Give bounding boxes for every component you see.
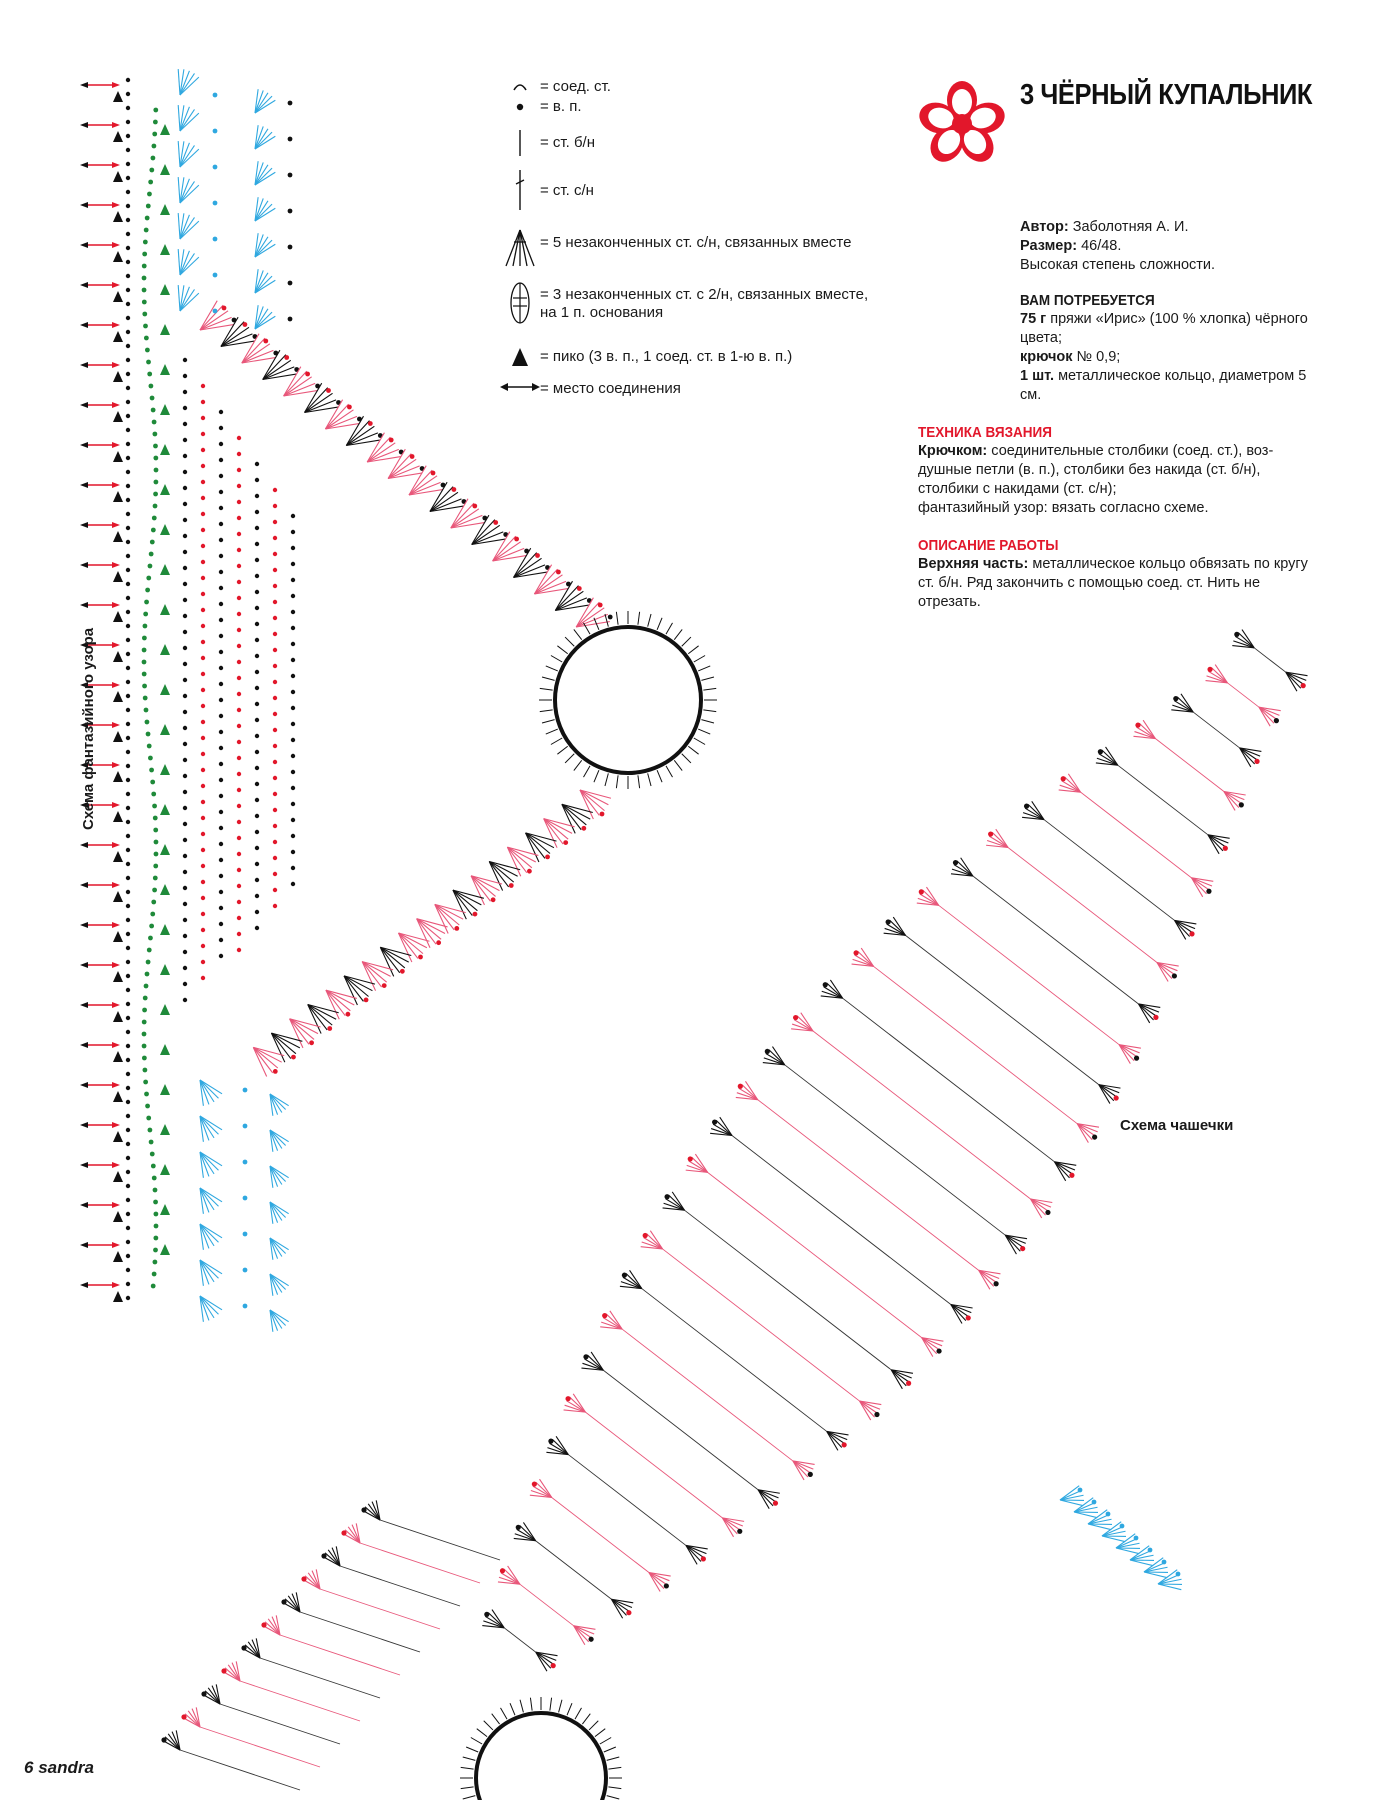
- description-label: Верхняя часть:: [918, 556, 1029, 572]
- description-heading: ОПИСАНИЕ РАБОТЫ: [918, 537, 1059, 554]
- legend-row-single-crochet: [500, 128, 595, 158]
- pattern-text: фантазийный узор: вязать согласно схеме.: [918, 500, 1209, 516]
- ring-text: металлическое кольцо, диаметром 5 см.: [1020, 368, 1307, 403]
- legend-text: = ст. с/н: [540, 182, 594, 199]
- description-text: металлическое кольцо обвязать по кругу ст. б/н. Ряд закончить с помощью соед. ст. Нить не отрезать.: [918, 556, 1308, 610]
- author-label: Автор:: [1020, 219, 1069, 235]
- metal-ring-icon: [476, 1713, 606, 1800]
- legend-text: = ст. б/н: [540, 134, 596, 151]
- legend-row-cluster: [500, 226, 851, 270]
- hook-label: крючок: [1020, 349, 1073, 365]
- join-arrow-icon: [500, 380, 540, 394]
- legend-text: = место соединения: [540, 380, 681, 397]
- yarn-amount: 75 г: [1020, 311, 1047, 327]
- flower-logo-icon: [916, 80, 1008, 164]
- legend-row-picot: [500, 346, 792, 368]
- legend-text: = пико (3 в. п., 1 соед. ст. в 1-ю в. п.): [540, 348, 793, 365]
- single-crochet-icon: [510, 128, 530, 158]
- size-value: 46/48.: [1081, 238, 1122, 254]
- three-tr-bobble-icon: [508, 280, 532, 326]
- page-title: 3 ЧЁРНЫЙ КУПАЛЬНИК: [1020, 79, 1313, 111]
- legend-row-slip-stitch: [500, 78, 611, 96]
- technique-heading: ТЕХНИКА ВЯЗАНИЯ: [918, 424, 1052, 441]
- legend-row-double-crochet: [500, 168, 594, 212]
- legend-text: = соед. ст.: [540, 78, 611, 95]
- page-footer: [24, 1758, 94, 1778]
- article-panel: [918, 79, 1313, 612]
- materials-heading: ВАМ ПОТРЕБУЕТСЯ: [1020, 292, 1155, 309]
- metal-ring-icon: [555, 627, 701, 773]
- hook-text: № 0,9;: [1076, 349, 1121, 365]
- picot-icon: [510, 346, 530, 368]
- legend-row-bobble: [500, 280, 868, 326]
- page-number: 6: [24, 1758, 34, 1777]
- double-crochet-icon: [510, 168, 530, 212]
- pattern-diagram-label: Схема фантазийного узора: [80, 627, 97, 830]
- legend-text: = 5 незаконченных ст. с/н, связанных вместе: [540, 234, 852, 251]
- legend-text: = 3 незаконченных ст. с 2/н, связанных вместе, на 1 п. основания: [540, 286, 869, 321]
- technique-label: Крючком:: [918, 443, 988, 459]
- slip-stitch-icon: [510, 78, 530, 96]
- legend-text: = в. п.: [540, 98, 582, 115]
- ring-count: 1 шт.: [1020, 368, 1055, 384]
- legend-row-chain: [500, 98, 582, 116]
- cup-diagram-label: Схема чашечки: [1120, 1117, 1234, 1134]
- size-label: Размер:: [1020, 238, 1078, 254]
- legend-row-join: [500, 380, 681, 398]
- magazine-brand: sandra: [38, 1758, 94, 1777]
- five-dc-cluster-icon: [503, 226, 537, 270]
- yarn-text: пряжи «Ирис» (100 % хлопка) чёрного цвета;: [1020, 311, 1308, 346]
- difficulty-text: Высокая степень сложности.: [1020, 257, 1216, 273]
- author-value: Заболотняя А. И.: [1072, 219, 1189, 235]
- technique-text: соединительные столбики (соед. ст.), воздушные петли (в. п.), столбики без накида (ст. б/н), столбики с накидами (ст. с/н);: [918, 443, 1274, 497]
- chain-icon: [510, 98, 530, 116]
